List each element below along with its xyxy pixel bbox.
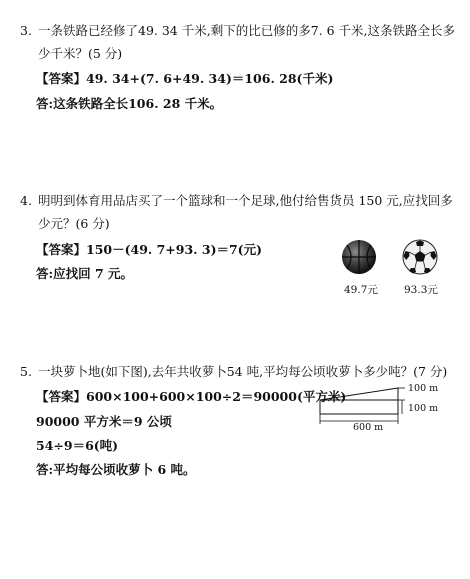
basketball-icon	[340, 238, 378, 276]
soccer-ball-price: 93.3元	[404, 284, 438, 296]
diagram-bottom-label: 600 m	[353, 422, 384, 433]
q5-number: 5.	[20, 364, 32, 379]
q3-answer: 【答案】49. 34+(7. 6+49. 34)＝106. 28(千米)	[36, 71, 334, 86]
q5-text-line1: 一块萝卜地(如下图),去年共收萝卜54 吨,平均每公顷收萝卜多少吨？(7 分)	[38, 364, 448, 379]
q4-text-line2: 少元？(6 分)	[38, 216, 110, 231]
diagram-top-label: 100 m	[408, 383, 439, 394]
q3-number: 3.	[20, 23, 32, 38]
q5-answer: 【答案】600×100+600×100÷2＝90000(平方米)	[36, 389, 347, 404]
q4-answer: 【答案】150－(49. 7+93. 3)＝7(元)	[36, 242, 263, 257]
q4-text-line1: 明明到体育用品店买了一个篮球和一个足球,他付给售货员 150 元,应找回多	[38, 193, 453, 208]
basketball-price: 49.7元	[344, 284, 378, 296]
field-slope	[320, 388, 398, 400]
q4-conclusion: 答:应找回 7 元。	[36, 266, 134, 281]
q3-text-line1: 一条铁路已经修了49. 34 千米,剩下的比已修的多7. 6 千米,这条铁路全长多	[38, 23, 456, 38]
q5-step2: 90000 平方米＝9 公顷	[36, 414, 172, 429]
q4-number: 4.	[20, 193, 32, 208]
soccer-ball-icon	[401, 238, 439, 276]
diagram-right-label: 100 m	[408, 403, 439, 414]
q3-text-line2: 少千米？(5 分)	[38, 46, 123, 61]
field-diagram	[312, 378, 462, 436]
q3-conclusion: 答:这条铁路全长106. 28 千米。	[36, 96, 223, 111]
q5-conclusion: 答:平均每公顷收萝卜 6 吨。	[36, 462, 196, 477]
field-shape	[320, 400, 398, 414]
q5-step3: 54÷9＝6(吨)	[36, 438, 119, 453]
